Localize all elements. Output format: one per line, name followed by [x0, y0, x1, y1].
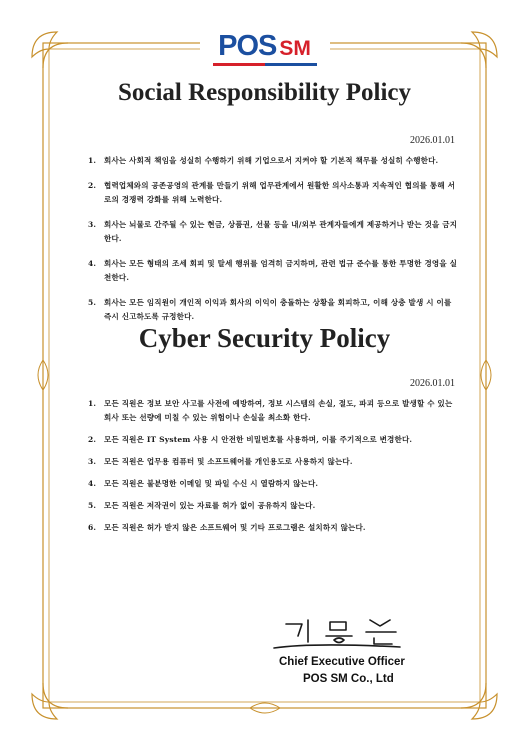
item-text: 모든 직원은 허가 받지 않은 소프트웨어 및 기타 프로그램은 설치하지 않는다. [104, 523, 366, 532]
company-name: POS SM Co., Ltd [303, 673, 394, 685]
item-number: 1. [88, 399, 97, 408]
handwritten-signature [272, 614, 412, 654]
item-number: 6. [88, 523, 97, 532]
social-policy-title: Social Responsibility Policy [117, 79, 412, 106]
cyber-policy-list [88, 397, 460, 543]
social-policy-date: 2026.01.01 [410, 135, 455, 146]
signer-title: Chief Executive Officer [279, 656, 405, 668]
logo-sm-text: SM [279, 37, 311, 60]
list-item [88, 499, 460, 513]
item-text: 모든 직원은 업무용 컴퓨터 및 소프트웨어를 개인용도로 사용하지 않는다. [104, 457, 353, 466]
list-item [88, 397, 460, 425]
cyber-policy-date: 2026.01.01 [410, 378, 455, 389]
cyber-policy-title: Cyber Security Policy [138, 323, 391, 353]
item-text: 회사는 모든 형태의 조세 회피 및 탈세 행위를 엄격히 금지하며, 관련 법규 준수를 통한 투명한 경영을 실천한다. [104, 259, 458, 282]
item-number: 2. [88, 435, 97, 444]
list-item [88, 179, 460, 207]
item-text: 모든 직원은 정보 보안 사고를 사전에 예방하여, 정보 시스템의 손실, 절도, 파괴 등으로 발생할 수 있는 회사 또는 선량에 미칠 수 있는 위험이나 손실을 최소화 한다. [104, 399, 453, 422]
item-number: 3. [88, 220, 97, 229]
list-item [88, 433, 460, 447]
list-item [88, 296, 460, 324]
item-text: 모든 직원은 저작권이 있는 자료를 허가 없이 공유하지 않는다. [104, 501, 316, 510]
item-number: 1. [88, 156, 97, 165]
list-item [88, 521, 460, 535]
item-number: 5. [88, 298, 97, 307]
item-number: 3. [88, 457, 97, 466]
list-item [88, 477, 460, 491]
social-policy-list [88, 154, 460, 335]
item-text: 모든 직원은 불분명한 이메일 및 파일 수신 시 열람하지 않는다. [104, 479, 319, 488]
logo-pos-text: POS [218, 30, 277, 62]
item-text: 회사는 뇌물로 간주될 수 있는 현금, 상품권, 선물 등을 내/외부 관계자들에게 제공하거나 받는 것을 금지한다. [104, 220, 458, 243]
list-item [88, 154, 460, 168]
item-number: 4. [88, 259, 97, 268]
list-item [88, 455, 460, 469]
item-number: 4. [88, 479, 97, 488]
item-number: 5. [88, 501, 97, 510]
item-number: 2. [88, 181, 97, 190]
item-text: 회사는 모든 임직원이 개인적 이익과 회사의 이익이 충돌하는 상황을 회피하고, 이해 상충 발생 시 이를 즉시 신고하도록 규정한다. [104, 298, 452, 321]
item-text: 협력업체와의 공존공영의 관계를 만들기 위해 업무관계에서 원활한 의사소통과 지속적인 협의를 통해 서로의 경쟁력 강화를 위해 노력한다. [104, 181, 456, 204]
item-text: 모든 직원은 IT System 사용 시 안전한 비밀번호를 사용하며, 이를 주기적으로 변경한다. [104, 435, 413, 444]
logo-underline [213, 63, 317, 66]
list-item [88, 218, 460, 246]
list-item [88, 257, 460, 285]
company-logo [0, 32, 529, 66]
item-text: 회사는 사회적 책임을 성실히 수행하기 위해 기업으로서 지켜야 할 기본적 책무를 성실히 수행한다. [104, 156, 439, 165]
